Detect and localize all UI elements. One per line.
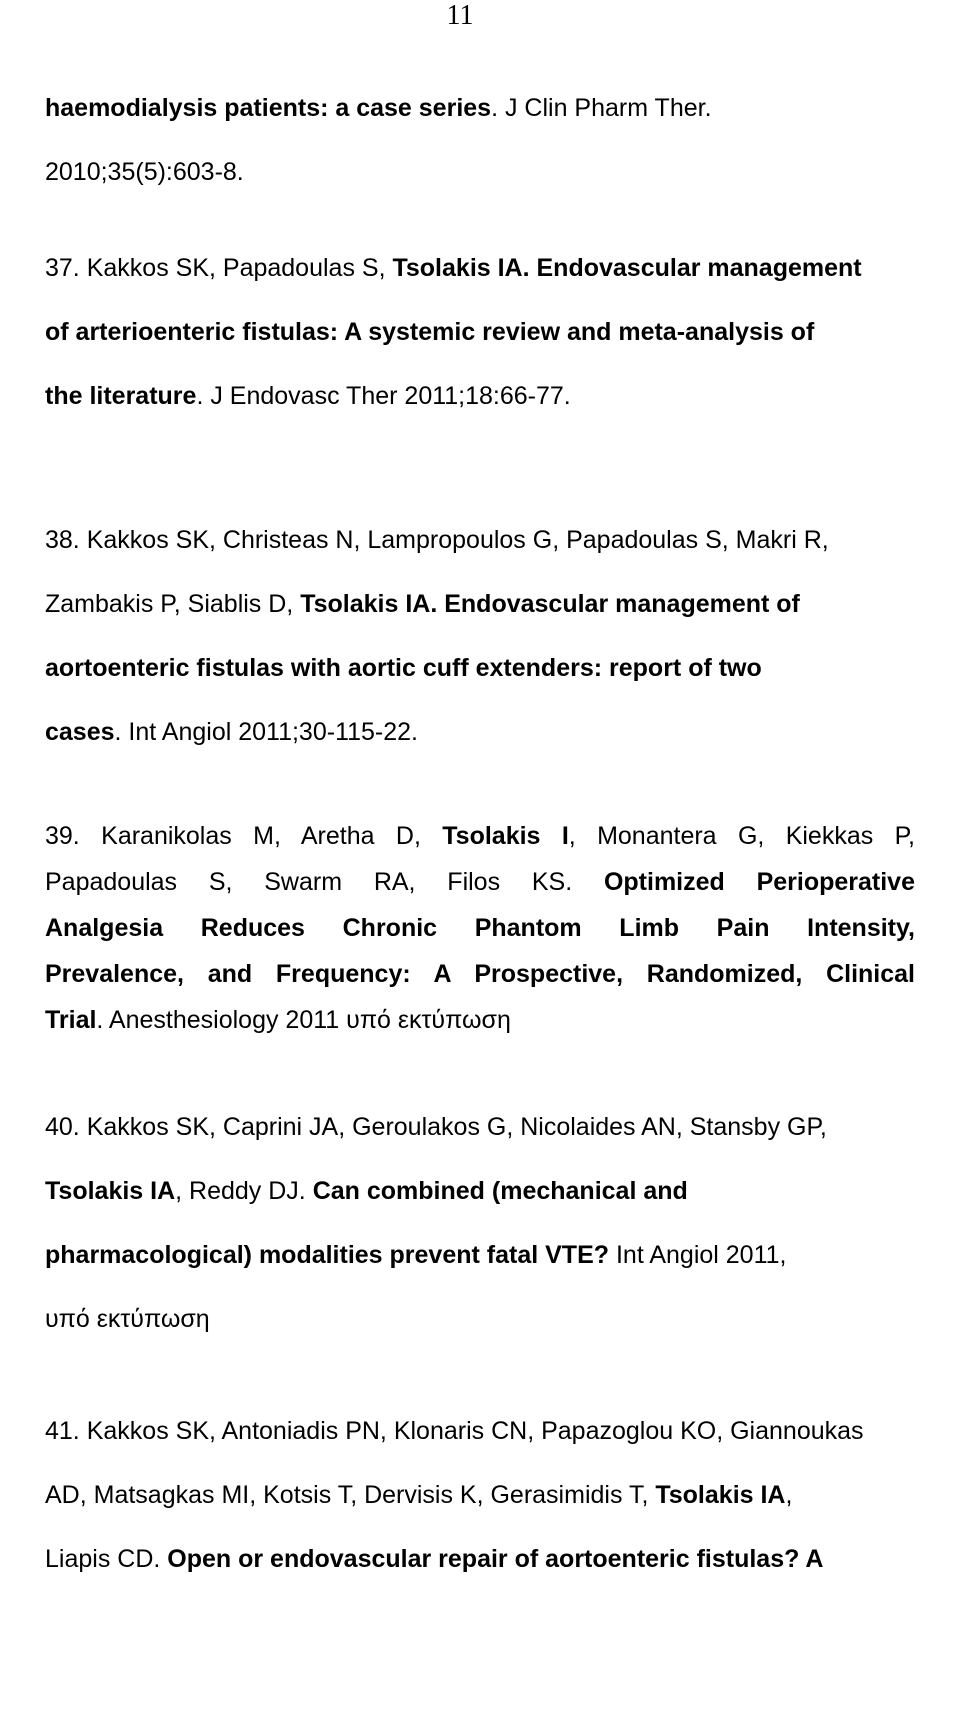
ref-line: 40. Kakkos SK, Caprini JA, Geroulakos G, Nicolaides AN, Stansby GP, <box>45 1113 827 1141</box>
reference-continuation <box>45 76 915 204</box>
reference-40 <box>45 1095 915 1351</box>
reference-39 <box>45 813 915 1043</box>
reference-37 <box>45 236 915 428</box>
ref-line: Papadoulas S, Swarm RA, Filos KS. Optimized Perioperative <box>45 868 915 896</box>
ref-line: 41. Kakkos SK, Antoniadis PN, Klonaris CN, Papazoglou KO, Giannoukas <box>45 1417 864 1445</box>
ref-line: 2010;35(5):603-8. <box>45 158 244 186</box>
ref-line: 37. Kakkos SK, Papadoulas S, Tsolakis IA. Endovascular management <box>45 254 862 282</box>
page-number: 11 <box>446 0 474 31</box>
ref-line: haemodialysis patients: a case series. J Clin Pharm Ther. <box>45 94 712 122</box>
ref-number: 41. <box>45 1417 80 1445</box>
ref-line: υπό εκτύπωση <box>45 1305 210 1333</box>
ref-line: pharmacological) modalities prevent fatal VTE? Int Angiol 2011, <box>45 1241 787 1269</box>
ref-number: 39. <box>45 822 80 850</box>
ref-line: Trial. Anesthesiology 2011 υπό εκτύπωση <box>45 1006 511 1034</box>
ref-number: 40. <box>45 1113 80 1141</box>
ref-line: the literature. J Endovasc Ther 2011;18:66-77. <box>45 382 571 410</box>
ref-line: cases. Int Angiol 2011;30-115-22. <box>45 718 418 746</box>
ref-line: Tsolakis IA, Reddy DJ. Can combined (mechanical and <box>45 1177 688 1205</box>
ref-line: aortoenteric fistulas with aortic cuff extenders: report of two <box>45 654 762 682</box>
ref-line: AD, Matsagkas MI, Kotsis T, Dervisis K, Gerasimidis T, Tsolakis IA, <box>45 1481 793 1509</box>
ref-number: 37. <box>45 254 80 282</box>
ref-line: 39. Karanikolas M, Aretha D, Tsolakis I, Monantera G, Kiekkas P, <box>45 822 915 850</box>
ref-number: 38. <box>45 526 80 554</box>
ref-line: Liapis CD. Open or endovascular repair of aortoenteric fistulas? A <box>45 1545 824 1573</box>
ref-line: 38. Kakkos SK, Christeas N, Lampropoulos G, Papadoulas S, Makri R, <box>45 526 829 554</box>
reference-41 <box>45 1399 915 1591</box>
ref-line: Zambakis P, Siablis D, Tsolakis IA. Endovascular management of <box>45 590 800 618</box>
ref-line: Analgesia Reduces Chronic Phantom Limb Pain Intensity, <box>45 914 915 942</box>
ref-line: Prevalence, and Frequency: A Prospective, Randomized, Clinical <box>45 960 915 988</box>
ref-line: of arterioenteric fistulas: A systemic review and meta-analysis of <box>45 318 815 346</box>
reference-38 <box>45 508 915 764</box>
